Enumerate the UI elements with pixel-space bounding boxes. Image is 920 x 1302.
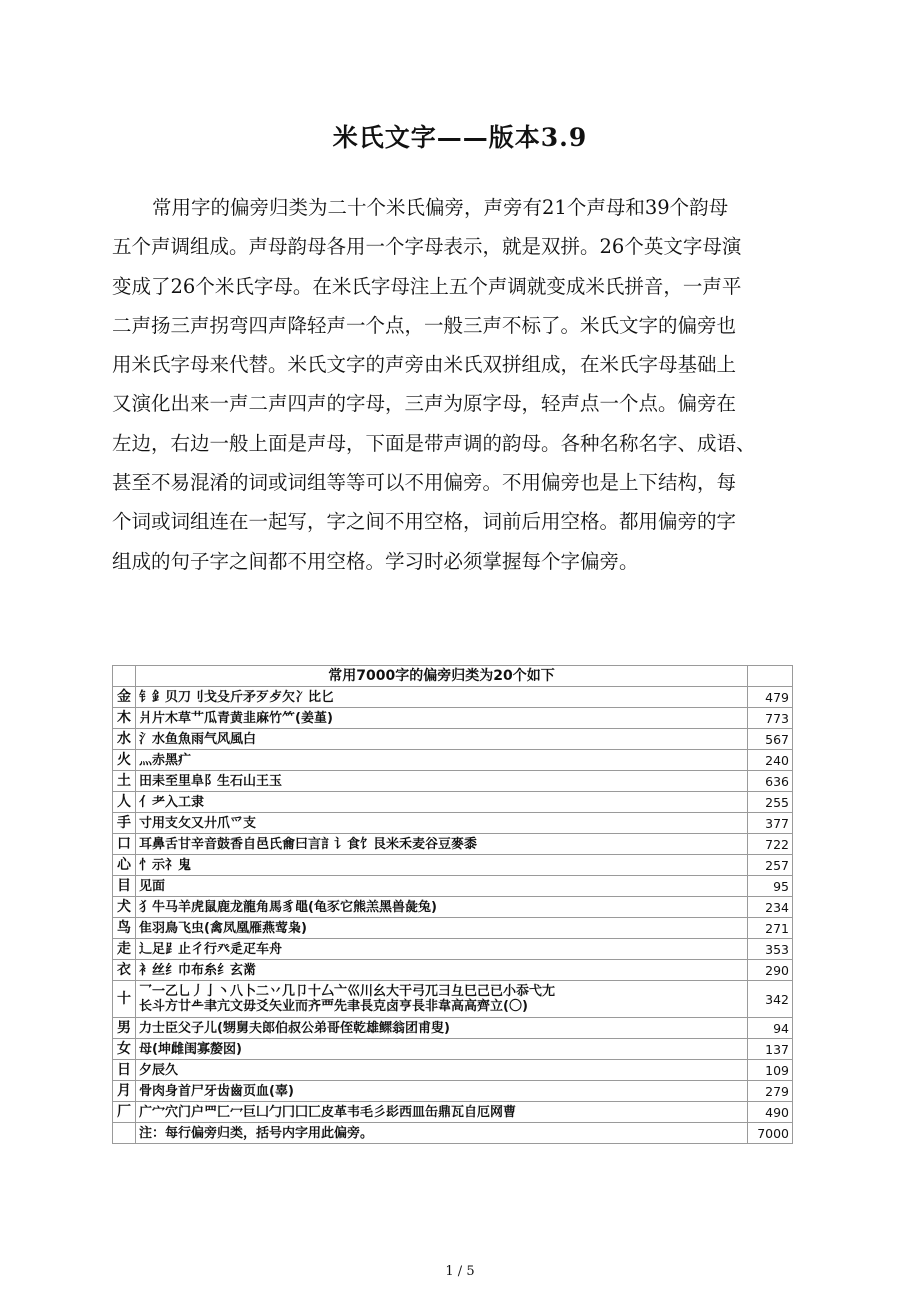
table-note: 注：每行偏旁归类，括号内字用此偏旁。: [136, 1123, 748, 1144]
table-row: [113, 729, 793, 750]
radical-cell: 人: [113, 792, 136, 813]
radical-cell: 男: [113, 1018, 136, 1039]
paragraph-line: 组成的句子字之间都不用空格。学习时必须掌握每个字偏旁。: [112, 549, 639, 573]
count-cell: 290: [748, 960, 793, 981]
components-cell: [136, 981, 748, 1018]
table-row: [113, 1081, 793, 1102]
table-row: [113, 687, 793, 708]
radical-cell: 手: [113, 813, 136, 834]
components-line: 长斗方廿𠂒聿亢文毋爻矢业而齐覀先聿長克卤亨長非韋高高齊立(〇): [139, 999, 528, 1014]
count-cell: 257: [748, 855, 793, 876]
components-cell: 亻耂入工隶: [136, 792, 748, 813]
count-cell: 353: [748, 939, 793, 960]
components-cell: 骨肉身首尸牙齿齒页血(辜): [136, 1081, 748, 1102]
table-row: [113, 939, 793, 960]
components-cell: 耳鼻舌甘辛音鼓香自邑氏龠曰言訁讠食饣艮米禾麦谷豆麥黍: [136, 834, 748, 855]
count-cell: 255: [748, 792, 793, 813]
table-header-row: [113, 666, 793, 687]
radical-cell: 木: [113, 708, 136, 729]
count-cell: 109: [748, 1060, 793, 1081]
table-row: [113, 1018, 793, 1039]
table-row: [113, 897, 793, 918]
table-row: [113, 855, 793, 876]
components-cell: 见面: [136, 876, 748, 897]
count-cell: 342: [748, 981, 793, 1018]
components-cell: 辶足⻊止彳行癶辵疋车舟: [136, 939, 748, 960]
table-row: [113, 960, 793, 981]
total-count: 7000: [748, 1123, 793, 1144]
components-line: 乛一乙乚丿亅丶八卜二丷几卩十厶亠巛川幺大干弓兀彐彑巳己已小忝弋尢: [139, 984, 556, 999]
radical-cell: 火: [113, 750, 136, 771]
components-cell: 钅釒贝刀刂戈殳斤矛歹歺欠冫比匕: [136, 687, 748, 708]
radical-cell: 心: [113, 855, 136, 876]
table-note-row: [113, 1123, 793, 1144]
count-cell: 94: [748, 1018, 793, 1039]
radical-cell: 月: [113, 1081, 136, 1102]
radical-cell: 口: [113, 834, 136, 855]
radical-cell: 水: [113, 729, 136, 750]
table-cell: [113, 666, 136, 687]
paragraph-line: 二声扬三声拐弯四声降轻声一个点，一般三声不标了。米氏文字的偏旁也: [112, 313, 737, 337]
components-cell: 夕辰久: [136, 1060, 748, 1081]
table-cell: [113, 1123, 136, 1144]
table-row: [113, 750, 793, 771]
count-cell: 234: [748, 897, 793, 918]
count-cell: 95: [748, 876, 793, 897]
components-cell: 犭牛马羊虎鼠鹿龙龍角馬豸黽(龟豕它熊羔黑兽彘兔): [136, 897, 748, 918]
count-cell: 567: [748, 729, 793, 750]
count-cell: 773: [748, 708, 793, 729]
count-cell: 137: [748, 1039, 793, 1060]
components-cell: 忄示礻鬼: [136, 855, 748, 876]
table-row: [113, 813, 793, 834]
count-cell: 479: [748, 687, 793, 708]
table-row: [113, 792, 793, 813]
page-title: 米氏文字——版本3.9: [332, 123, 588, 152]
paragraph-line: 个词或词组连在一起写，字之间不用空格，词前后用空格。都用偏旁的字: [112, 510, 737, 534]
radical-cell: 目: [113, 876, 136, 897]
radical-cell: 鸟: [113, 918, 136, 939]
components-cell: 灬赤黑疒: [136, 750, 748, 771]
table-row: [113, 1060, 793, 1081]
components-cell: 氵水鱼魚雨气风風白: [136, 729, 748, 750]
count-cell: 722: [748, 834, 793, 855]
table-row: [113, 708, 793, 729]
table-row: [113, 834, 793, 855]
components-cell: 隹羽鳥飞虫(禽凤凰雁燕莺枭): [136, 918, 748, 939]
page-number: 1 / 5: [445, 1264, 475, 1279]
paragraph-line: 五个声调组成。声母韵母各用一个字母表示，就是双拼。26个英文字母演: [112, 235, 742, 259]
components-cell: 爿片木草艹瓜青黄韭麻竹⺮(姜堇): [136, 708, 748, 729]
radical-cell: 走: [113, 939, 136, 960]
radical-cell: 女: [113, 1039, 136, 1060]
paragraph-line: 常用字的偏旁归类为二十个米氏偏旁，声旁有21个声母和39个韵母: [152, 196, 729, 219]
components-cell: 田耒至里阜阝生石山王玉: [136, 771, 748, 792]
components-cell: 衤丝纟巾布糸纟玄黹: [136, 960, 748, 981]
radical-cell: 十: [113, 981, 136, 1018]
radical-table: [112, 665, 793, 1144]
count-cell: 279: [748, 1081, 793, 1102]
components-cell: 母(坤雌闺寡嫠囡): [136, 1039, 748, 1060]
radical-cell: 金: [113, 687, 136, 708]
components-cell: 广宀穴门户罒匚冖巨凵勹冂囗匸皮革韦毛彡髟西皿缶鼎瓦自厄网曹: [136, 1102, 748, 1123]
count-cell: 240: [748, 750, 793, 771]
count-cell: 271: [748, 918, 793, 939]
count-cell: 377: [748, 813, 793, 834]
radical-cell: 土: [113, 771, 136, 792]
table-cell: [748, 666, 793, 687]
radical-cell: 衣: [113, 960, 136, 981]
paragraph-line: 又演化出来一声二声四声的字母，三声为原字母，轻声点一个点。偏旁在: [112, 392, 737, 416]
count-cell: 490: [748, 1102, 793, 1123]
table-row: [113, 981, 793, 1018]
radical-cell: 犬: [113, 897, 136, 918]
table-header: 常用7000字的偏旁归类为20个如下: [136, 666, 748, 687]
paragraph-line: 用米氏字母来代替。米氏文字的声旁由米氏双拼组成，在米氏字母基础上: [112, 353, 737, 377]
components-cell: 寸用支攵又廾爪爫支: [136, 813, 748, 834]
table-row: [113, 918, 793, 939]
paragraph-line: 甚至不易混淆的词或词组等等可以不用偏旁。不用偏旁也是上下结构，每: [112, 471, 737, 495]
table-row: [113, 876, 793, 897]
paragraph-line: 左边，右边一般上面是声母，下面是带声调的韵母。各种名称名字、成语、: [112, 431, 756, 455]
paragraph-line: 变成了26个米氏字母。在米氏字母注上五个声调就变成米氏拼音，一声平: [112, 274, 742, 298]
count-cell: 636: [748, 771, 793, 792]
body-paragraph: [112, 188, 802, 581]
radical-cell: 日: [113, 1060, 136, 1081]
radical-cell: 厂: [113, 1102, 136, 1123]
components-cell: 力士臣父子儿(甥舅夫郎伯叔公弟哥侄乾雄鳏翁团甫叟): [136, 1018, 748, 1039]
table-row: [113, 1039, 793, 1060]
table-row: [113, 1102, 793, 1123]
table-row: [113, 771, 793, 792]
